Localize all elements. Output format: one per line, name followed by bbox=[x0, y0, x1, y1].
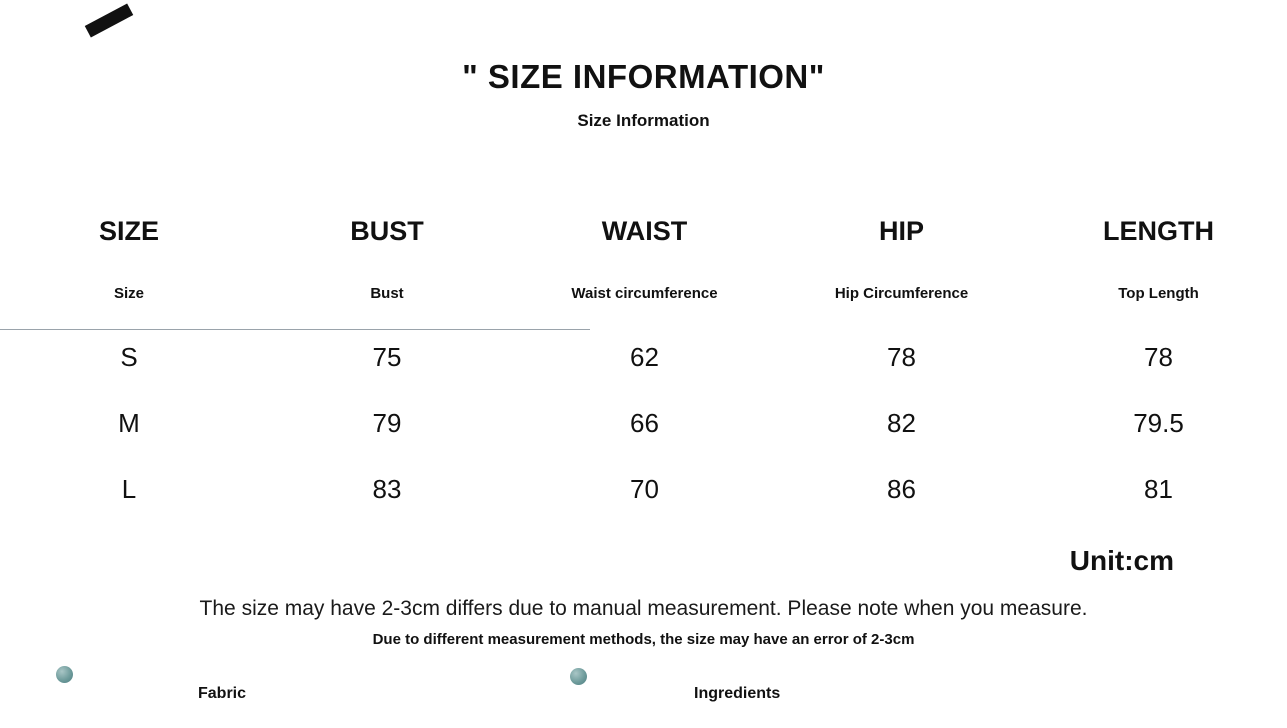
subheader-hip: Hip Circumference bbox=[834, 284, 969, 302]
page-title: " SIZE INFORMATION" bbox=[462, 58, 825, 95]
measurement-note-secondary: Due to different measurement methods, the size may have an error of 2-3cm bbox=[372, 631, 915, 648]
measurement-note: The size may have 2-3cm differs due to manual measurement. Please note when you measure. bbox=[199, 597, 1088, 620]
cell-hip: 82 bbox=[887, 407, 916, 438]
subheader-length: Top Length bbox=[1118, 284, 1199, 302]
cell-waist: 62 bbox=[630, 341, 659, 372]
unit-label: Unit:cm bbox=[1069, 545, 1174, 576]
decorative-slash-mark bbox=[85, 3, 133, 37]
size-table bbox=[0, 200, 1287, 522]
header-bust: BUST bbox=[350, 215, 424, 246]
cell-size: S bbox=[120, 341, 138, 372]
ingredients-label: Ingredients bbox=[694, 685, 781, 702]
table-row bbox=[0, 456, 1287, 522]
cell-bust: 75 bbox=[372, 341, 402, 372]
page-subtitle: Size Information bbox=[577, 111, 710, 130]
cell-size: L bbox=[121, 473, 137, 504]
table-row bbox=[0, 390, 1287, 456]
header-size: SIZE bbox=[98, 215, 159, 246]
bullet-dot-icon bbox=[56, 666, 73, 683]
subheader-waist: Waist circumference bbox=[571, 284, 718, 302]
subheader-size: Size bbox=[113, 284, 144, 302]
table-row bbox=[0, 324, 1287, 390]
cell-bust: 79 bbox=[372, 407, 402, 438]
bullet-dot-icon bbox=[570, 668, 587, 685]
table-header-sub-row bbox=[0, 262, 1287, 324]
subheader-bust: Bust bbox=[370, 284, 404, 302]
size-table-container bbox=[0, 200, 1287, 522]
table-header-main-row bbox=[0, 200, 1287, 262]
cell-length: 78 bbox=[1144, 341, 1173, 372]
cell-length: 81 bbox=[1144, 473, 1173, 504]
cell-bust: 83 bbox=[372, 473, 402, 504]
header-length: LENGTH bbox=[1103, 215, 1214, 246]
cell-waist: 70 bbox=[630, 473, 659, 504]
cell-length: 79.5 bbox=[1133, 407, 1184, 438]
header-waist: WAIST bbox=[601, 215, 688, 246]
cell-waist: 66 bbox=[630, 407, 659, 438]
header-hip: HIP bbox=[878, 215, 924, 246]
cell-hip: 86 bbox=[887, 473, 916, 504]
cell-hip: 78 bbox=[887, 341, 916, 372]
header-divider-line bbox=[0, 329, 590, 330]
cell-size: M bbox=[118, 407, 140, 438]
fabric-label: Fabric bbox=[198, 685, 247, 702]
